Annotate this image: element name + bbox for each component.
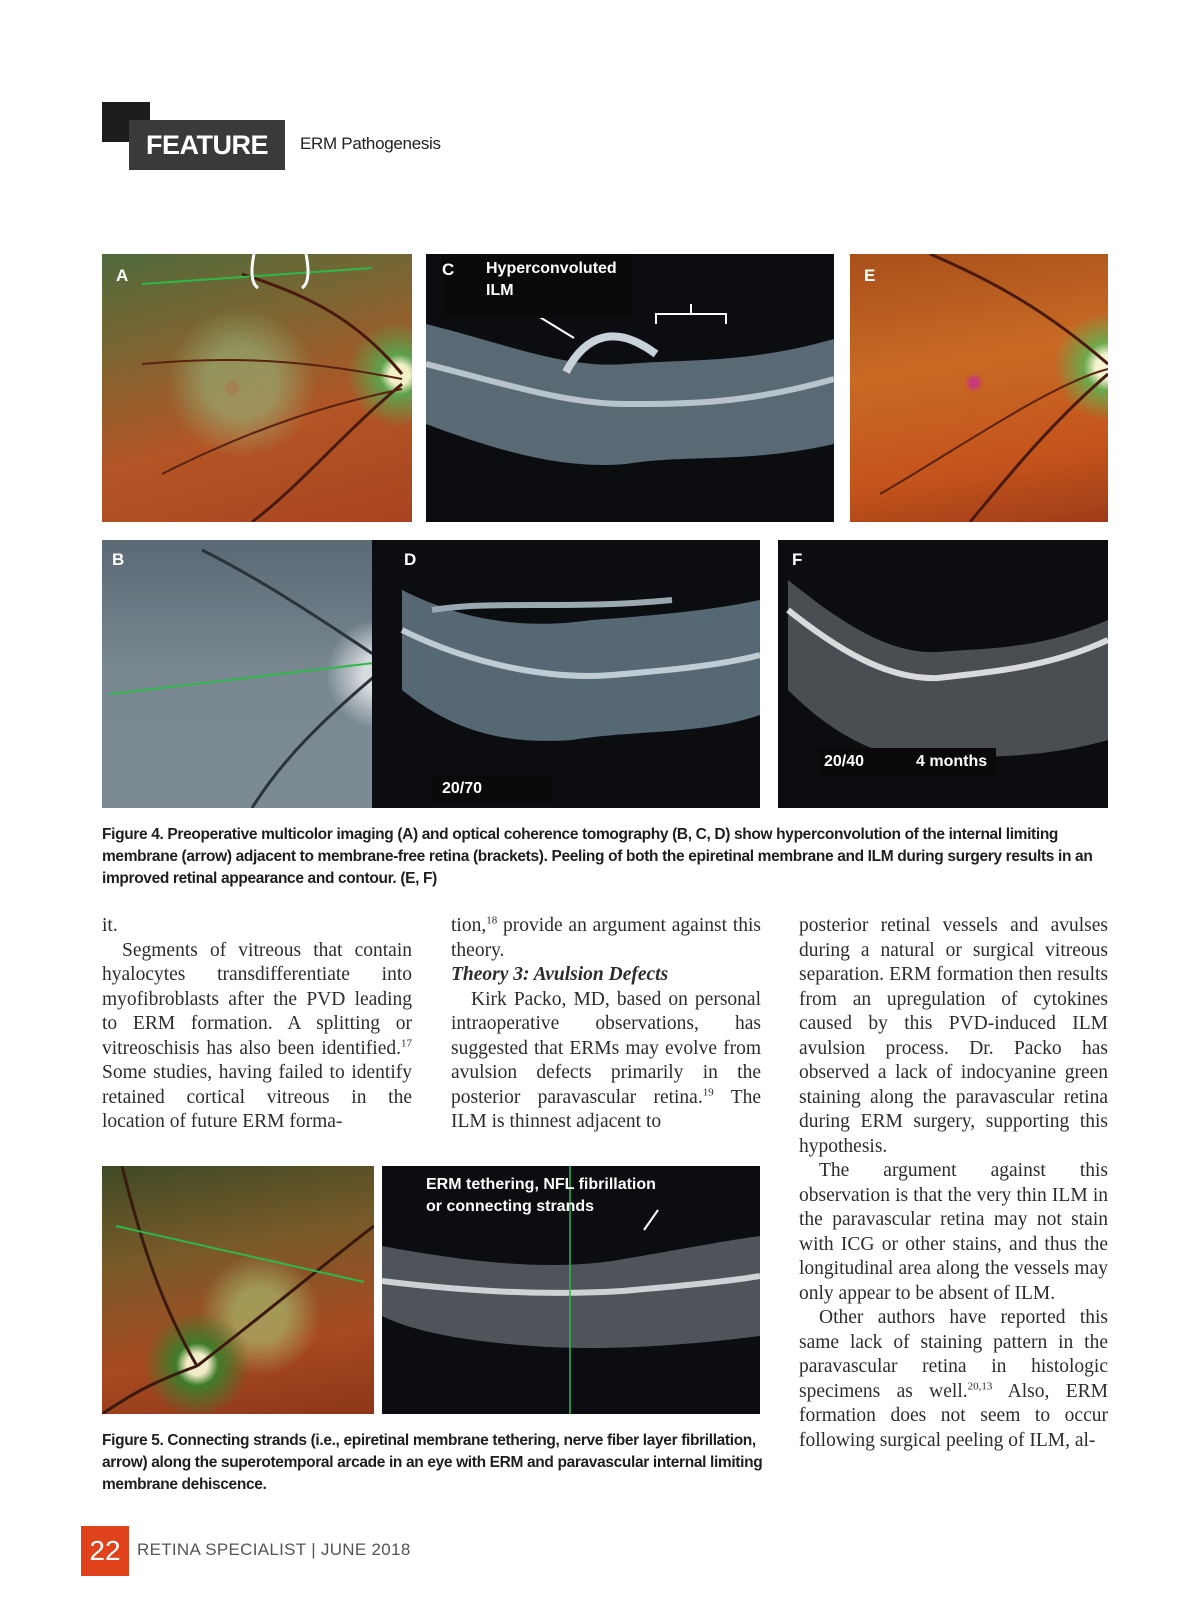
annotation-erm-tethering xyxy=(426,1174,656,1218)
reference-20-13: 20,13 xyxy=(967,1380,993,1392)
fundus-5-vessels xyxy=(102,1166,374,1414)
fundus-a-vessels xyxy=(102,254,412,522)
acuity-value-f: 20/40 xyxy=(824,753,865,770)
col3-para-3 xyxy=(799,1306,1108,1453)
col1-para-2-text-b: Some studies, having failed to identify retained cortical vitreous in the location of future ERM forma- xyxy=(102,1062,412,1132)
figure4-panel-f xyxy=(778,540,1108,808)
text-column-1 xyxy=(102,914,412,1135)
col1-para-2-text-a: Segments of vitreous that contain hyalocytes transdifferentiate into myofibroblasts after the PVD leading to ERM formation. A splitting or vitreoschisis has also been identified. xyxy=(102,939,412,1059)
panel-label-b: B xyxy=(112,550,125,569)
col2-para-2-text-b: The ILM is thinnest adjacent to xyxy=(451,1086,761,1132)
annotation-line-1: ERM tethering, NFL fibrillation xyxy=(426,1176,656,1193)
subheading-theory-3: Theory 3: Avulsion Defects xyxy=(451,964,669,985)
col1-para-1: it. xyxy=(102,915,118,936)
figure5-oct xyxy=(382,1166,760,1414)
text-column-2 xyxy=(451,914,761,1135)
col3-para-3-text-b: Also, ERM formation does not seem to occur following surgical peeling of ILM, al- xyxy=(799,1380,1108,1451)
infrared-b-vessels xyxy=(102,540,382,808)
acuity-label-d: 20/70 xyxy=(432,776,552,802)
annotation-hyperconvoluted-ilm xyxy=(442,254,632,318)
text-column-3 xyxy=(799,914,1108,1453)
followup-time-f: 4 months xyxy=(916,753,988,770)
col3-para-1: posterior retinal vessels and avulses during a natural or surgical vitreous separation. ERM formation then results from an upregulation of cytokines caused by this PVD-induced ILM avulsion process. Dr. Packo has observed a lack of indocyanine green staining along the paravascular retina during ERM surgery, supporting this hypothesis. xyxy=(799,915,1108,1157)
col2-para-1-text-a: tion, xyxy=(451,915,487,936)
figure4-panel-c xyxy=(426,254,834,522)
col3-para-2: The argument against this observation is that the very thin ILM in the paravascular retina may not stain with ICG or other stains, and thus the longitudinal area along the vessels may only appear to be absent of ILM. xyxy=(799,1160,1108,1304)
reference-18: 18 xyxy=(486,914,498,927)
section-tag: FEATURE xyxy=(129,120,285,170)
col1-para-2 xyxy=(102,939,412,1135)
panel-label-e: E xyxy=(864,266,876,285)
annotation-line-1: Hyperconvoluted xyxy=(486,260,617,277)
annotation-line-2: ILM xyxy=(486,282,514,299)
figure4-panel-e xyxy=(850,254,1108,522)
acuity-label-f xyxy=(818,748,996,776)
fundus-e-vessels xyxy=(850,254,1108,522)
col2-para-2-text-a: Kirk Packo, MD, based on personal intraoperative observations, has suggested that ERMs may evolve from avulsion defects primarily in the posterior paravascular retina. xyxy=(451,988,761,1108)
panel-label-f: F xyxy=(792,550,803,569)
annotation-line-2: or connecting strands xyxy=(426,1198,595,1215)
figure4-panel-b xyxy=(102,540,382,808)
panel-label-a: A xyxy=(116,266,129,285)
oct-d-scan xyxy=(372,540,760,808)
page-number: 22 xyxy=(81,1526,129,1576)
figure4-panel-a xyxy=(102,254,412,522)
reference-19: 19 xyxy=(702,1086,714,1098)
col2-para-2 xyxy=(451,988,761,1135)
reference-17: 17 xyxy=(401,1037,412,1049)
section-title: ERM Pathogenesis xyxy=(300,134,441,153)
figure5-caption: Figure 5. Connecting strands (i.e., epiretinal membrane tethering, nerve fiber layer fibrillation, arrow) along the superotemporal arcade in an eye with ERM and paravascular internal limiting membrane dehiscence. xyxy=(102,1432,763,1493)
col2-para-1-text-b: provide an argument against this theory. xyxy=(451,915,761,961)
figure4-caption: Figure 4. Preoperative multicolor imaging (A) and optical coherence tomography (B, C, D) show hyperconvolution of the internal limiting membrane (arrow) adjacent to membrane-free retina (brackets). Peeling of both the epiretinal membrane and ILM during surgery results in an improved retinal appearance and contour. (E, F) xyxy=(102,826,1093,887)
col2-para-1 xyxy=(451,914,761,963)
figure4-panel-d xyxy=(372,540,760,808)
panel-label-d: D xyxy=(404,550,417,569)
panel-label-c: C xyxy=(442,260,455,279)
figure5-fundus xyxy=(102,1166,374,1414)
magazine-issue: RETINA SPECIALIST | JUNE 2018 xyxy=(137,1540,411,1559)
col3-para-3-text-a: Other authors have reported this same lack of staining pattern in the paravascular retina in histologic specimens as well. xyxy=(799,1307,1108,1402)
